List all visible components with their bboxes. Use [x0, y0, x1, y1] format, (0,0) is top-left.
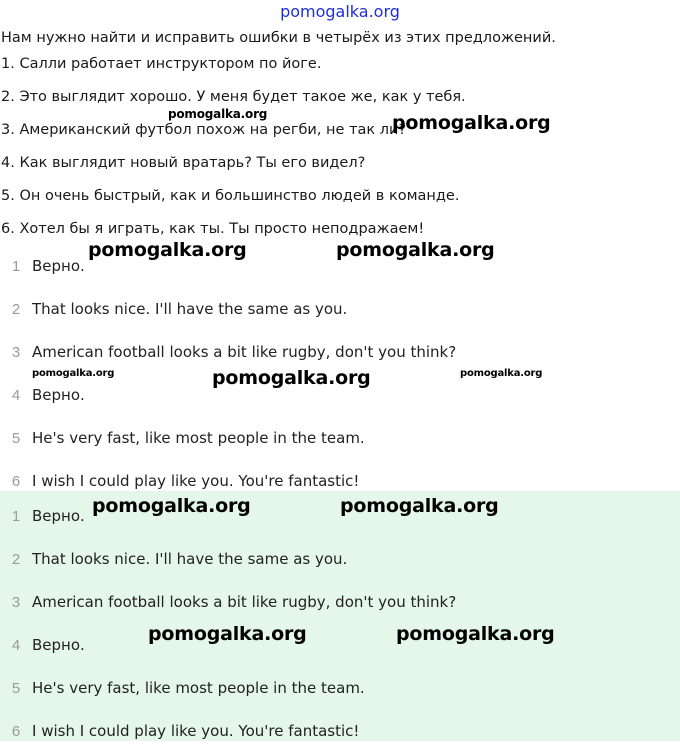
watermark: pomogalka.org [88, 239, 247, 261]
answer-row [0, 583, 680, 626]
watermark: pomogalka.org [168, 107, 268, 121]
task-sentence: 3. Американский футбол похож на регби, не так ли? [1, 122, 407, 138]
task-sentence: 4. Как выглядит новый вратарь? Ты его видел? [1, 155, 366, 171]
answer-row [0, 669, 680, 712]
answer-text: Верно. [32, 636, 85, 654]
watermark: pomogalka.org [336, 239, 495, 261]
watermark: pomogalka.org [396, 623, 555, 645]
answers-list-second [0, 491, 680, 741]
answers-list-first [0, 241, 680, 491]
watermark: pomogalka.org [92, 495, 251, 517]
answer-text: Верно. [32, 507, 85, 525]
task-intro: Нам нужно найти и исправить ошибки в четырёх из этих предложений. [1, 30, 556, 46]
watermark: pomogalka.org [392, 112, 551, 134]
task-sentence: 1. Салли работает инструктором по йоге. [1, 56, 322, 72]
watermark: pomogalka.org [460, 368, 543, 379]
answer-number: 1 [11, 258, 21, 275]
answer-number: 1 [11, 508, 21, 525]
answer-text: Верно. [32, 386, 85, 404]
answer-text: That looks nice. I'll have the same as you. [32, 300, 348, 318]
answer-number: 4 [11, 387, 21, 404]
watermark: pomogalka.org [212, 367, 371, 389]
answer-number: 2 [11, 551, 21, 568]
answer-text: American football looks a bit like rugby, don't you think? [32, 343, 457, 361]
answer-row [0, 290, 680, 333]
answer-row [0, 419, 680, 462]
answer-row [0, 712, 680, 755]
task-sentence: 5. Он очень быстрый, как и большинство людей в команде. [1, 188, 460, 204]
answer-number: 2 [11, 301, 21, 318]
answer-text: American football looks a bit like rugby, don't you think? [32, 593, 457, 611]
answer-number: 5 [11, 680, 21, 697]
watermark: pomogalka.org [148, 623, 307, 645]
answer-text: I wish I could play like you. You're fantastic! [32, 472, 360, 490]
answer-text: That looks nice. I'll have the same as you. [32, 550, 348, 568]
answer-number: 6 [11, 723, 21, 740]
answer-row [0, 626, 680, 669]
answer-text: Верно. [32, 257, 85, 275]
answer-text: He's very fast, like most people in the team. [32, 429, 365, 447]
answer-number: 6 [11, 473, 21, 490]
watermark: pomogalka.org [340, 495, 499, 517]
site-header-link[interactable]: pomogalka.org [280, 2, 400, 21]
answer-row [0, 540, 680, 583]
answer-text: I wish I could play like you. You're fantastic! [32, 722, 360, 740]
answer-number: 5 [11, 430, 21, 447]
answer-number: 3 [11, 344, 21, 361]
answer-number: 3 [11, 594, 21, 611]
watermark: pomogalka.org [32, 368, 115, 379]
task-sentence: 2. Это выглядит хорошо. У меня будет такое же, как у тебя. [1, 89, 466, 105]
answer-text: He's very fast, like most people in the team. [32, 679, 365, 697]
task-sentence: 6. Хотел бы я играть, как ты. Ты просто неподражаем! [1, 221, 425, 237]
answer-number: 4 [11, 637, 21, 654]
